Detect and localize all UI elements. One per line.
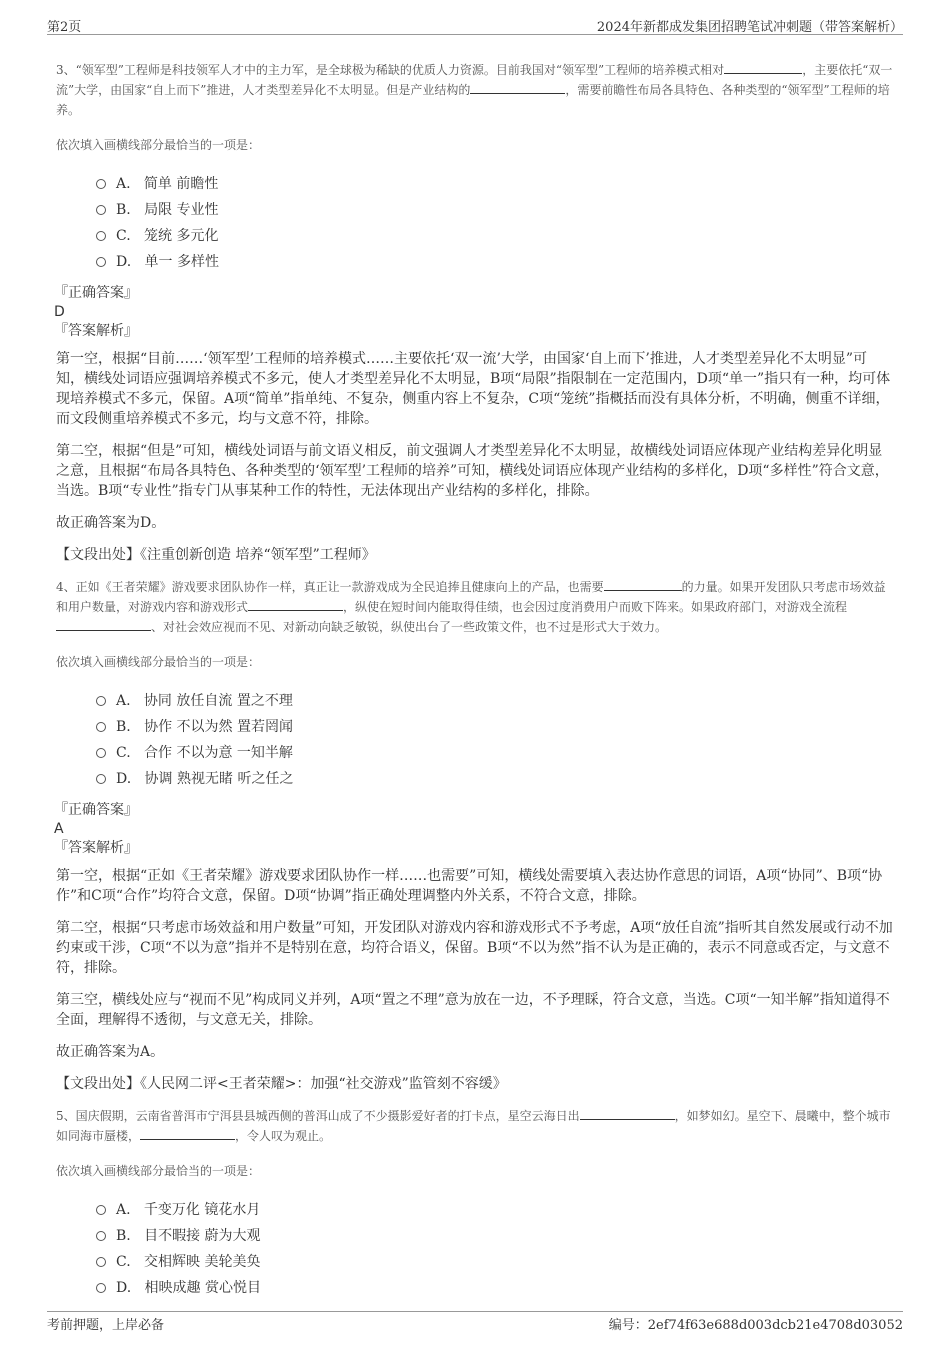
question-4-stem: 4、正如《王者荣耀》游戏要求团队协作一样，真正让一款游戏成为全民追捧且健康向上的产品，也需要 的力量。如果开发团队只考虑市场效益和用户数量，对游戏内容和游戏形式 ，纵使在短时间内能取得佳绩，也会因过度消费用户而败下阵来。如果政府部门，对游戏全流程、对社会效应视而不见、对新动向缺乏敏锐，纵使出台了一些政策文件，也不过是形式大于效力。 <box>56 580 886 634</box>
radio-icon[interactable] <box>96 179 106 189</box>
question-5-stem: 5、国庆假期，云南省普洱市宁洱县县城西侧的普洱山成了不少摄影爱好者的打卡点，星空云海日出 ，如梦如幻。星空下、晨曦中，整个城市如同海市蜃楼， ，令人叹为观止。 <box>56 1109 891 1143</box>
option-c[interactable]: C. 合作 不以为意 一知半解 <box>96 740 894 766</box>
analysis-paragraph: 第三空，横线处应与“视而不见”构成同义并列，A项“置之不理”意为放在一边，不予理睬，符合文意，当选。C项“一知半解”指知道得不全面，理解得不透彻，与文意无关，排除。 <box>56 992 890 1028</box>
source-citation: 【文段出处】《注重创新创造 培养“领军型”工程师》 <box>56 547 376 563</box>
analysis-label: 『答案解析』 <box>54 323 138 339</box>
page-header <box>47 12 903 35</box>
correct-answer: D <box>54 304 65 320</box>
option-c[interactable]: C. 交相辉映 美轮美奂 <box>96 1249 894 1275</box>
option-d[interactable]: D. 协调 熟视无睹 听之任之 <box>96 766 894 792</box>
correct-answer-label: 『正确答案』 <box>54 802 138 818</box>
answer-blank <box>604 578 682 591</box>
question-3-stem: 3、“领军型”工程师是科技领军人才中的主力军，是全球极为稀缺的优质人力资源。目前我国对“领军型”工程师的培养模式相对 ，主要依托“双一流”大学，由国家“自上而下”推进，人才类型差异化不太明显。但是产业结构的 ，需要前瞻性布局各具特色、各种类型的“领军型”工程师的培养。 <box>56 63 893 117</box>
radio-icon[interactable] <box>96 1283 106 1293</box>
analysis-conclusion: 故正确答案为D。 <box>56 515 166 531</box>
answer-blank <box>470 81 565 94</box>
option-c[interactable]: C. 笼统 多元化 <box>96 223 894 249</box>
question-prompt: 依次填入画横线部分最恰当的一项是： <box>56 655 261 669</box>
option-a[interactable]: A. 千变万化 镜花水月 <box>96 1197 894 1223</box>
answer-blank <box>56 618 151 631</box>
radio-icon[interactable] <box>96 748 106 758</box>
question-4-options <box>96 688 894 792</box>
page-number: 第2页 <box>47 20 82 35</box>
analysis-conclusion: 故正确答案为A。 <box>56 1044 165 1060</box>
question-5-options <box>96 1197 894 1301</box>
answer-blank <box>140 1127 235 1140</box>
correct-answer: A <box>54 821 64 837</box>
option-d[interactable]: D. 单一 多样性 <box>96 249 894 275</box>
option-b[interactable]: B. 局限 专业性 <box>96 197 894 223</box>
question-prompt: 依次填入画横线部分最恰当的一项是： <box>56 138 261 152</box>
radio-icon[interactable] <box>96 231 106 241</box>
radio-icon[interactable] <box>96 774 106 784</box>
option-b[interactable]: B. 目不暇接 蔚为大观 <box>96 1223 894 1249</box>
answer-blank <box>248 598 343 611</box>
source-citation: 【文段出处】《人民网二评<王者荣耀>：加强“社交游戏”监管刻不容缓》 <box>56 1076 507 1092</box>
radio-icon[interactable] <box>96 257 106 267</box>
radio-icon[interactable] <box>96 696 106 706</box>
correct-answer-label: 『正确答案』 <box>54 285 138 301</box>
question-prompt: 依次填入画横线部分最恰当的一项是： <box>56 1164 261 1178</box>
radio-icon[interactable] <box>96 1205 106 1215</box>
analysis-paragraph: 第二空，根据“但是”可知，横线处词语与前文语义相反，前文强调人才类型差异化不太明显，故横线处词语应体现产业结构差异化明显之意，且根据“布局各具特色、各种类型的‘领军型’工程师的培养”可知，横线处词语应体现产业结构的多样化，D项“多样性”符合文意，当选。B项“专业性”指专门从事某种工作的特性，无法体现出产业结构的多样化，排除。 <box>56 443 889 499</box>
analysis-label: 『答案解析』 <box>54 840 138 856</box>
question-3-options <box>96 171 894 275</box>
radio-icon[interactable] <box>96 205 106 215</box>
option-b[interactable]: B. 协作 不以为然 置若罔闻 <box>96 714 894 740</box>
analysis-paragraph: 第二空，根据“只考虑市场效益和用户数量”可知，开发团队对游戏内容和游戏形式不予考虑，A项“放任自流”指听其自然发展或行动不加约束或干涉，C项“不以为意”指并不是特别在意，均符合语义，保留。B项“不以为然”指不认为是正确的，表示不同意或否定，与文意不符，排除。 <box>56 920 893 976</box>
radio-icon[interactable] <box>96 1257 106 1267</box>
answer-blank <box>580 1107 675 1120</box>
document-id: 编号：2ef74f63e688d003dcb21e4708d03052 <box>608 1318 903 1333</box>
option-a[interactable]: A. 协同 放任自流 置之不理 <box>96 688 894 714</box>
radio-icon[interactable] <box>96 1231 106 1241</box>
option-a[interactable]: A. 简单 前瞻性 <box>96 171 894 197</box>
document-title: 2024年新都成发集团招聘笔试冲刺题（带答案解析） <box>596 20 903 35</box>
option-d[interactable]: D. 相映成趣 赏心悦目 <box>96 1275 894 1301</box>
analysis-paragraph: 第一空，根据“目前……‘领军型’工程师的培养模式……主要依托‘双一流’大学，由国家‘自上而下’推进，人才类型差异化不太明显”可知，横线处词语应强调培养模式不多元，使人才类型差异化不太明显，B项“局限”指限制在一定范围内，D项“单一”指只有一种，均可体现培养模式不多元，保留。A项“简单”指单纯、不复杂，侧重内容上不复杂，C项“笼统”指概括而没有具体分析，不明确，侧重不详细，而文段侧重培养模式不多元，均与文意不符，排除。 <box>56 351 891 427</box>
radio-icon[interactable] <box>96 722 106 732</box>
footer-slogan: 考前押题，上岸必备 <box>47 1318 165 1333</box>
page-footer <box>47 1311 903 1334</box>
analysis-paragraph: 第一空，根据“正如《王者荣耀》游戏要求团队协作一样……也需要”可知，横线处需要填入表达协作意思的词语，A项“协同”、B项“协作”和C项“合作”均符合文意，保留。D项“协调”指正确处理调整内外关系，不符合文意，排除。 <box>56 868 883 904</box>
answer-blank <box>724 61 802 74</box>
page-content <box>56 60 894 1309</box>
